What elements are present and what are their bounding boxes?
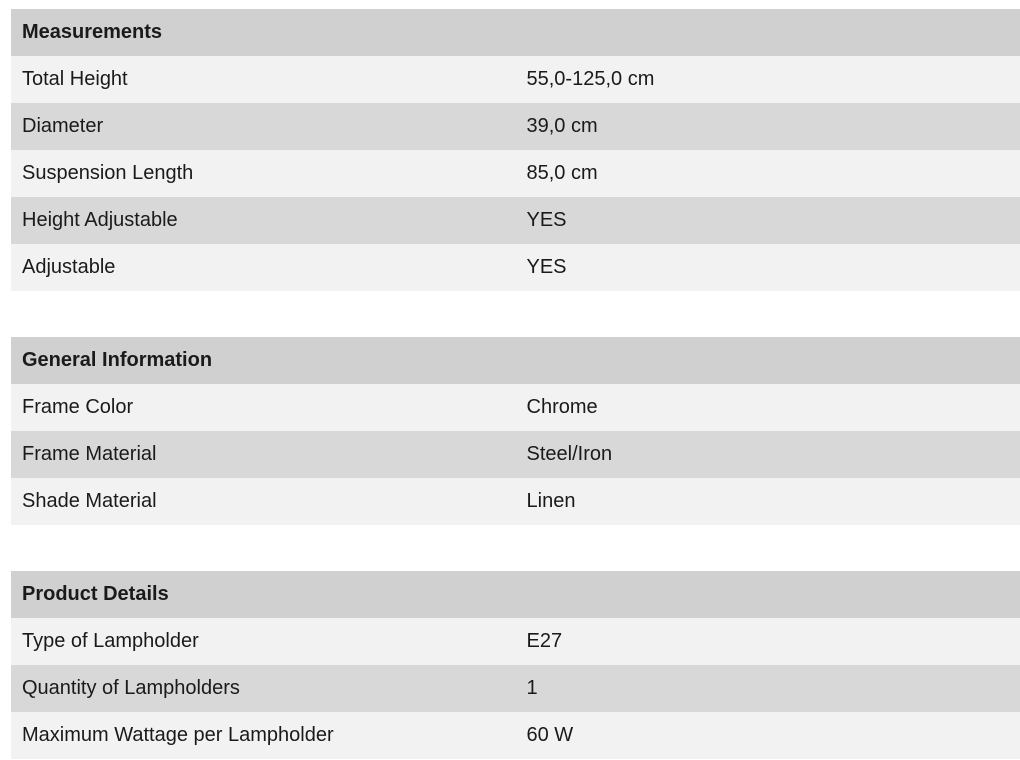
table-row [11, 478, 1020, 525]
spec-label: Suspension Length [11, 150, 516, 197]
table-row [11, 712, 1020, 759]
spec-value: 85,0 cm [516, 150, 1020, 197]
section-header [11, 337, 1020, 384]
spec-label: Type of Lampholder [11, 618, 516, 665]
spec-value: 60 W [516, 712, 1020, 759]
general-information-table [11, 337, 1020, 525]
table-row [11, 665, 1020, 712]
table-row [11, 197, 1020, 244]
spec-value: 55,0-125,0 cm [516, 56, 1020, 103]
table-row [11, 618, 1020, 665]
spec-label: Shade Material [11, 478, 516, 525]
table-row [11, 56, 1020, 103]
spec-value: E27 [516, 618, 1020, 665]
spec-label: Maximum Wattage per Lampholder [11, 712, 516, 759]
table-row [11, 431, 1020, 478]
table-row [11, 103, 1020, 150]
section-header [11, 571, 1020, 618]
spec-value: 1 [516, 665, 1020, 712]
spec-label: Frame Material [11, 431, 516, 478]
spec-label: Frame Color [11, 384, 516, 431]
spec-label: Diameter [11, 103, 516, 150]
product-details-table [11, 571, 1020, 759]
section-title-measurements: Measurements [11, 9, 1020, 56]
spec-label: Total Height [11, 56, 516, 103]
spec-value: YES [516, 244, 1020, 291]
table-row [11, 150, 1020, 197]
section-title-general-information: General Information [11, 337, 1020, 384]
spec-value: YES [516, 197, 1020, 244]
spec-label: Adjustable [11, 244, 516, 291]
table-row [11, 384, 1020, 431]
section-title-product-details: Product Details [11, 571, 1020, 618]
spec-label: Height Adjustable [11, 197, 516, 244]
spec-value: Chrome [516, 384, 1020, 431]
table-row [11, 244, 1020, 291]
measurements-table [11, 9, 1020, 291]
spec-label: Quantity of Lampholders [11, 665, 516, 712]
spec-value: 39,0 cm [516, 103, 1020, 150]
spec-value: Linen [516, 478, 1020, 525]
section-header [11, 9, 1020, 56]
spec-value: Steel/Iron [516, 431, 1020, 478]
